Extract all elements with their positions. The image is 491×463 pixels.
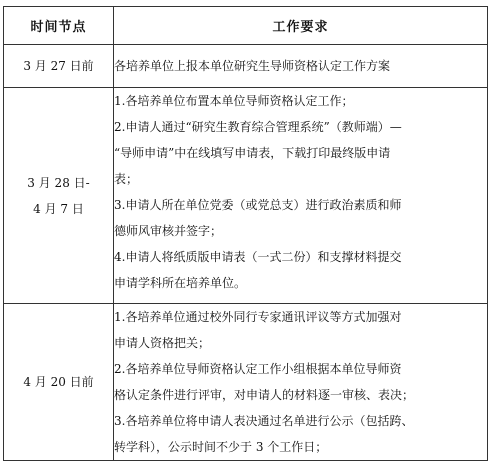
requirement-line: 申请人资格把关；: [114, 336, 211, 350]
header-time-node: 时间节点: [4, 7, 114, 45]
requirement-line: 1.各培养单位通过校外同行专家通讯评议等方式加强对: [114, 310, 402, 324]
table-row: [4, 45, 488, 88]
requirement-line: 转学科），公示时间不少于 3 个工作日；: [114, 440, 328, 454]
requirement-cell: [114, 88, 488, 304]
header-work-requirements: 工作要求: [114, 7, 488, 45]
requirement-cell: [114, 45, 488, 88]
time-cell: [4, 88, 114, 304]
requirement-line: 格认定条件进行评审，对申请人的材料逐一审核、表决；: [114, 388, 415, 402]
requirement-line: “导师申请”中在线填写申请表，下载打印最终版申请: [114, 146, 391, 160]
requirement-line: 3.各培养单位将申请人表决通过名单进行公示（包括跨、: [114, 414, 414, 428]
requirement-line: 4.申请人将纸质版申请表（一式二份）和支撑材料提交: [114, 250, 402, 264]
requirement-line: 3.申请人所在单位党委（或党总支）进行政治素质和师: [114, 198, 402, 212]
requirement-line: 2.各培养单位导师资格认定工作小组根据本单位导师资: [114, 362, 402, 376]
requirement-line: 1.各培养单位布置本单位导师资格认定工作；: [114, 94, 354, 108]
requirement-line: 申请学科所在培养单位。: [114, 276, 247, 290]
requirements-table: [3, 6, 488, 461]
requirement-line: 各培养单位上报本单位研究生导师资格认定工作方案: [114, 59, 391, 73]
time-cell: [4, 304, 114, 461]
requirement-line: 德师风审核并签字；: [114, 224, 223, 238]
requirement-cell: [114, 304, 488, 461]
time-text: 4 月 7 日: [33, 201, 84, 216]
table-row: [4, 304, 488, 461]
time-text: 4 月 20 日前: [23, 375, 94, 389]
requirement-line: 2.申请人通过“研究生教育综合管理系统”（教师端）—: [114, 120, 402, 134]
time-text: 3 月 27 日前: [23, 59, 94, 73]
table-row: [4, 88, 488, 304]
time-text: 3 月 28 日-: [27, 175, 90, 190]
table-header-row: [4, 7, 488, 45]
time-cell: [4, 45, 114, 88]
requirement-line: 表；: [114, 172, 139, 186]
